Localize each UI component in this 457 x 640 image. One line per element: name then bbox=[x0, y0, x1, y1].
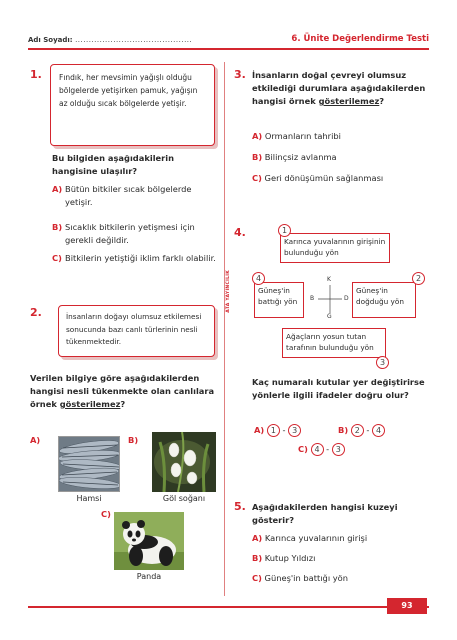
question-5-option-c[interactable] bbox=[252, 572, 348, 585]
publisher-side-text: ATA YAYINCILIK bbox=[226, 270, 231, 313]
option-letter: C) bbox=[298, 444, 308, 454]
option-letter: B) bbox=[52, 222, 63, 232]
name-field bbox=[28, 36, 192, 44]
anchovy-image[interactable] bbox=[58, 436, 120, 492]
option-letter: B) bbox=[252, 553, 263, 563]
question-2-option-a-letter: A) bbox=[30, 435, 41, 445]
compass-north: K bbox=[327, 276, 331, 283]
option-number: 1 bbox=[267, 424, 280, 437]
question-2-text-part: Verilen bilgiye göre aşağıdakilerden hangisi nesli tükenmekte olan canlılara örnek bbox=[30, 373, 215, 409]
direction-box-4: Güneş'in battığı yön bbox=[254, 282, 304, 318]
option-number: 4 bbox=[372, 424, 385, 437]
question-1-info-box bbox=[50, 64, 215, 146]
option-text: Bilinçsiz avlanma bbox=[264, 152, 337, 162]
question-1-option-a[interactable] bbox=[52, 183, 220, 209]
dash: - bbox=[326, 444, 330, 454]
question-5-text: Aşağıdakilerden hangisi kuzeyi gösterir? bbox=[252, 502, 398, 525]
question-1-info-text: Fındık, her mevsimin yağışlı olduğu bölgelerde yetişirken pamuk, yağışın az olduğu sıcak bölgelerde yetişir. bbox=[59, 73, 198, 108]
option-text: Bütün bitkiler sıcak bölgelerde yetişir. bbox=[65, 184, 192, 207]
question-3-option-c[interactable] bbox=[252, 172, 383, 185]
panda-image[interactable] bbox=[114, 512, 184, 570]
option-text: Sıcaklık bitkilerin yetişmesi için gerekli değildir. bbox=[65, 222, 195, 245]
question-5-option-b[interactable] bbox=[252, 552, 315, 565]
option-letter: A) bbox=[254, 425, 265, 435]
question-2-number: 2. bbox=[30, 306, 42, 319]
option-number: 3 bbox=[288, 424, 301, 437]
top-divider bbox=[28, 48, 429, 50]
unit-title: 6. Ünite Değerlendirme Testi bbox=[291, 34, 429, 44]
option-b-label: Göl soğanı bbox=[162, 494, 206, 503]
name-label: Adı Soyadı: bbox=[28, 36, 73, 44]
question-3-underlined-word: gösterilemez bbox=[318, 96, 380, 106]
question-1-number: 1. bbox=[30, 68, 42, 81]
option-a-label: Hamsi bbox=[76, 494, 102, 503]
direction-box-1: Karınca yuvalarının girişinin bulunduğu yön bbox=[280, 233, 390, 263]
question-1-text: Bu bilgiden aşağıdakilerin hangisine ulaşılır? bbox=[52, 153, 175, 176]
question-2-text bbox=[30, 372, 218, 411]
question-3-text-end: ? bbox=[379, 96, 385, 106]
question-4-number: 4. bbox=[234, 226, 246, 239]
bottom-divider bbox=[28, 606, 429, 608]
question-2-underlined-word: gösterilemez bbox=[59, 399, 121, 409]
snowflake-flower-illustration bbox=[152, 432, 216, 492]
snowflake-flower-image[interactable] bbox=[152, 432, 216, 492]
option-letter: A) bbox=[52, 184, 63, 194]
option-text: Karınca yuvalarının girişi bbox=[264, 533, 368, 543]
question-3-number: 3. bbox=[234, 68, 246, 81]
question-2-info-box bbox=[58, 305, 215, 357]
option-c-label: Panda bbox=[136, 572, 162, 581]
option-letter: C) bbox=[52, 253, 62, 263]
compass-south: G bbox=[327, 313, 332, 320]
direction-box-3: Ağaçların yosun tutan tarafının bulunduğu yön bbox=[282, 328, 386, 358]
compass-east: D bbox=[344, 295, 349, 302]
question-2-text-end: ? bbox=[120, 399, 126, 409]
question-3-text-part: İnsanların doğal çevreyi olumsuz etkilediği durumlara aşağıdakilerden hangisi örnek bbox=[252, 70, 426, 106]
anchovy-illustration bbox=[59, 437, 120, 492]
compass-west: B bbox=[310, 295, 315, 302]
option-letter: A) bbox=[252, 533, 263, 543]
question-5-option-a[interactable] bbox=[252, 532, 367, 545]
direction-box-2: Güneş'in doğduğu yön bbox=[352, 282, 416, 318]
dash: - bbox=[366, 425, 370, 435]
option-text: Güneş'in battığı yön bbox=[264, 573, 349, 583]
box-number-1: 1 bbox=[278, 224, 291, 237]
question-4-option-c[interactable] bbox=[298, 443, 345, 456]
question-1-option-b[interactable] bbox=[52, 221, 220, 247]
option-letter: C) bbox=[252, 173, 262, 183]
box-number-2: 2 bbox=[412, 272, 425, 285]
option-letter: B) bbox=[252, 152, 263, 162]
option-number: 2 bbox=[351, 424, 364, 437]
question-3-text bbox=[252, 69, 428, 108]
question-5-number: 5. bbox=[234, 500, 246, 513]
question-2-info-text: İnsanların doğayı olumsuz etkilemesi sonucunda bazı canlı türlerinin nesli tükenmektedir. bbox=[66, 312, 202, 346]
question-2-option-c-letter: C) bbox=[101, 509, 111, 519]
box-number-4: 4 bbox=[252, 272, 265, 285]
question-3-option-a[interactable] bbox=[252, 130, 341, 143]
option-text: Kutup Yıldızı bbox=[264, 553, 316, 563]
compass-rose bbox=[310, 276, 350, 320]
question-2-option-b-letter: B) bbox=[128, 435, 139, 445]
option-number: 3 bbox=[332, 443, 345, 456]
option-letter: B) bbox=[338, 425, 349, 435]
question-4-option-b[interactable] bbox=[338, 424, 385, 437]
question-4-text: Kaç numaralı kutular yer değiştirirse yönlerle ilgili ifadeler doğru olur? bbox=[252, 377, 425, 400]
name-dots: ........................................... bbox=[75, 36, 193, 44]
option-letter: C) bbox=[252, 573, 262, 583]
option-text: Bitkilerin yetiştiği iklim farklı olabilir. bbox=[65, 253, 216, 263]
question-4-option-a[interactable] bbox=[254, 424, 301, 437]
panda-illustration bbox=[114, 512, 184, 570]
dash: - bbox=[282, 425, 286, 435]
option-letter: A) bbox=[252, 131, 263, 141]
option-number: 4 bbox=[311, 443, 324, 456]
page-number: 93 bbox=[387, 598, 427, 614]
question-3-option-b[interactable] bbox=[252, 151, 337, 164]
option-text: Geri dönüşümün sağlanması bbox=[264, 173, 384, 183]
question-1-option-c[interactable] bbox=[52, 252, 220, 265]
column-divider bbox=[224, 62, 225, 596]
option-text: Ormanların tahribi bbox=[264, 131, 341, 141]
box-number-3: 3 bbox=[376, 356, 389, 369]
